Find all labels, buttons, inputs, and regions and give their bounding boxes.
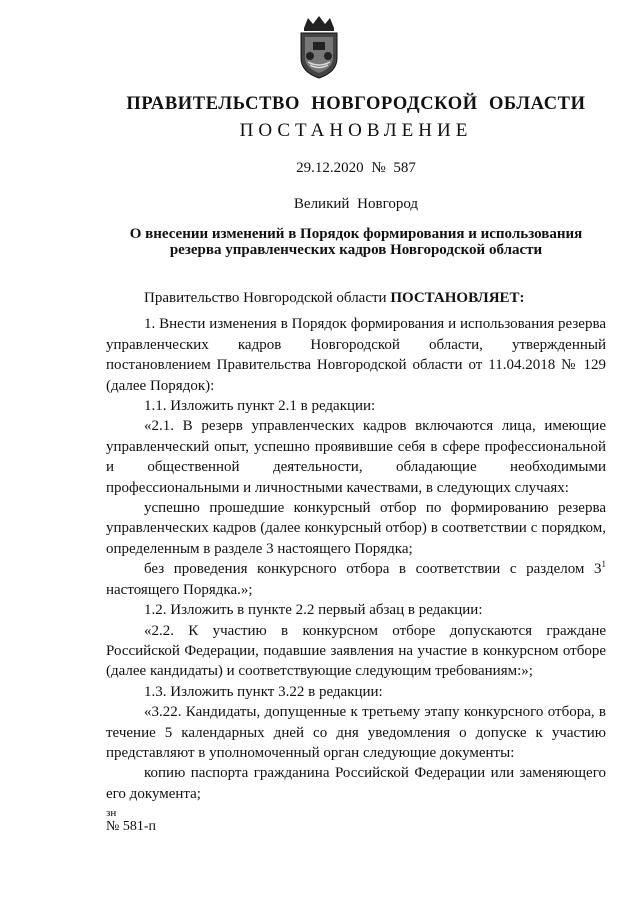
city-name: Великий Новгород bbox=[293, 196, 419, 212]
footer-ref bbox=[106, 806, 156, 834]
document-number: 587 bbox=[393, 160, 416, 176]
coat-of-arms-icon bbox=[296, 14, 342, 80]
paragraph-passport-copy: копию паспорта гражданина Российской Федерации или заменяющего его документа; bbox=[106, 765, 606, 802]
document-type: ПОСТАНОВЛЕНИЕ bbox=[239, 120, 473, 141]
without-selection-end: настоящего Порядка.»; bbox=[106, 581, 253, 598]
intro-decree-word: ПОСТАНОВЛЯЕТ: bbox=[390, 290, 525, 306]
paragraph-1-1: 1.1. Изложить пункт 2.1 в редакции: bbox=[144, 398, 376, 415]
paragraph-without-selection bbox=[106, 559, 606, 600]
footer-number: № 581-п bbox=[106, 819, 157, 834]
paragraph-2-2-text: «2.2. К участию в конкурсном отборе допускаются граждане Российской Федерации, подавшие заявления на участие в конкурсном отборе (далее кандидаты) и соответствующие следующим требованиям:»; bbox=[106, 622, 606, 680]
number-sign: № bbox=[371, 160, 386, 176]
date-number-line bbox=[0, 160, 640, 177]
government-title: ПРАВИТЕЛЬСТВО НОВГОРОДСКОЙ ОБЛАСТИ bbox=[126, 94, 586, 114]
intro-paragraph bbox=[106, 288, 606, 308]
document-subject: О внесении изменений в Порядок формирования и использования резерва управленческих кадров Новгородской области bbox=[129, 226, 583, 258]
footer-initials: зн bbox=[106, 807, 117, 819]
intro-text: Правительство Новгородской области bbox=[144, 290, 391, 306]
paragraph-1: 1. Внести изменения в Порядок формирования и использования резерва управленческих кадров Новгородской области, утвержденный постановлением Правительства Новгородской области от 11.04.2018 № 129 (далее Порядок): bbox=[106, 316, 606, 394]
without-selection-text: без проведения конкурсного отбора в соответствии с разделом 3 bbox=[144, 561, 602, 578]
document-body bbox=[106, 288, 606, 804]
paragraph-competitive-selection: успешно прошедшие конкурсный отбор по формированию резерва управленческих кадров (далее конкурсный отбор) в соответствии с порядком, определенным в разделе 3 настоящего Порядка; bbox=[106, 500, 606, 557]
paragraph-1-2: 1.2. Изложить в пункте 2.2 первый абзац в редакции: bbox=[144, 602, 483, 619]
document-date: 29.12.2020 bbox=[296, 160, 364, 176]
superscript: 1 bbox=[601, 559, 606, 570]
paragraph-1-3: 1.3. Изложить пункт 3.22 в редакции: bbox=[144, 683, 383, 700]
paragraph-2-1-text: «2.1. В резерв управленческих кадров включаются лица, имеющие управленческий опыт, успешно проявившие себя в сфере профессиональной и общественной деятельности, обладающие необходимыми профессиональными и личностными качествами, в следующих случаях: bbox=[106, 418, 606, 496]
paragraph-3-22-text: «3.22. Кандидаты, допущенные к третьему этапу конкурсного отбора, в течение 5 календарных дней со дня уведомления о допуске к участию представляют в уполномоченный орган следующие документы: bbox=[106, 704, 606, 761]
